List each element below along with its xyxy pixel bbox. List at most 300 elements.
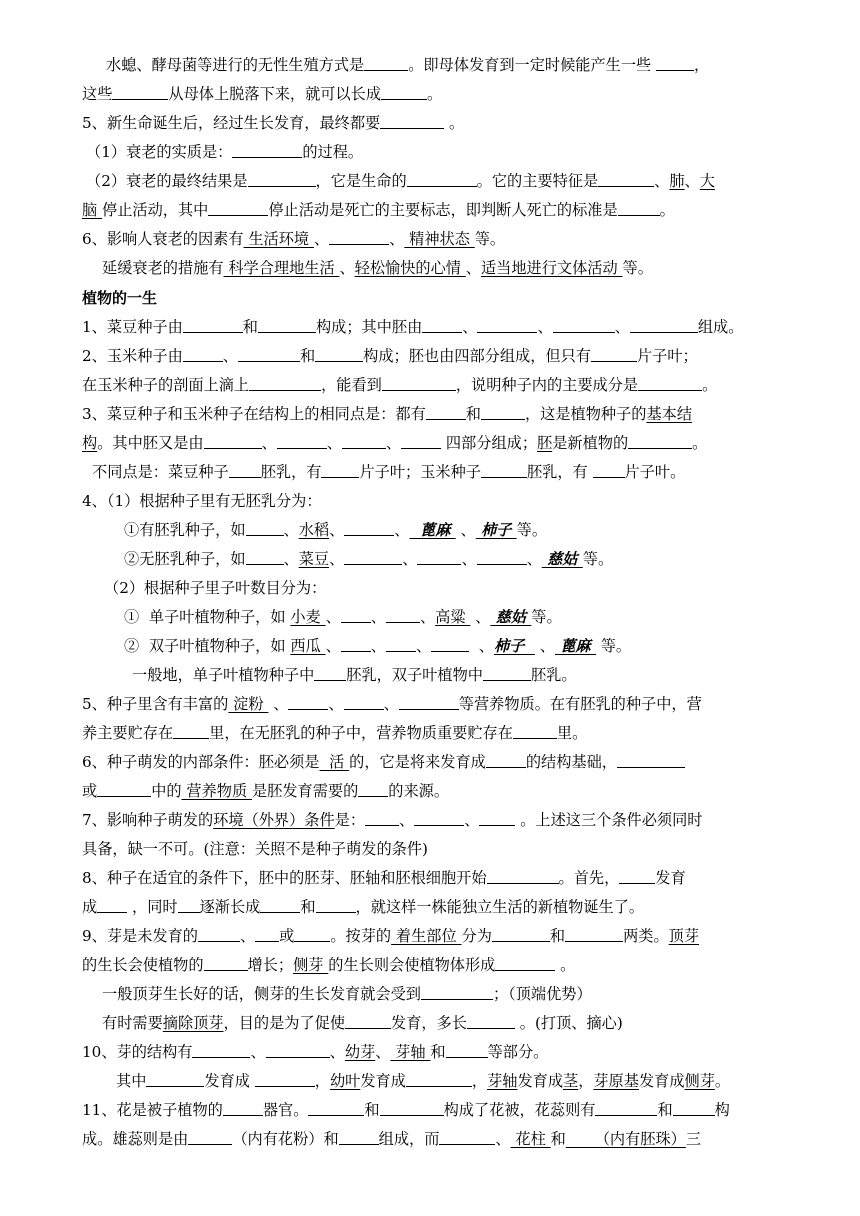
underlined-answer: 小麦 (290, 608, 326, 626)
text-segment: 、 (469, 637, 494, 655)
text-segment: （2）根据种子里子叶数目分为： (104, 579, 327, 597)
text-segment: 、 (283, 521, 299, 539)
text-segment: 。 (659, 201, 675, 219)
text-segment: 和 (465, 405, 481, 423)
text-segment: 、 (375, 1043, 391, 1061)
fill-in-blank (146, 1069, 204, 1087)
text-segment: 一般顶芽生长好的话，侧芽的生长发育就会受到 (102, 985, 421, 1003)
underlined-answer: 幼叶 (329, 1072, 361, 1090)
text-segment: 两类。 (623, 927, 669, 945)
text-segment: 等部分。 (487, 1043, 549, 1061)
text-segment: 构成；其中胚由 (315, 318, 423, 336)
text-segment: 胚乳，有 (526, 463, 593, 481)
text-segment: 8、种子在适宜的条件下，胚中的胚芽、胚轴和胚根细胞开始 (82, 869, 487, 887)
underlined-answer: 构 (82, 434, 98, 452)
fill-in-blank (204, 431, 262, 449)
fill-in-blank (477, 547, 527, 565)
underlined-answer: 茎 (563, 1072, 579, 1090)
fill-in-blank (386, 605, 420, 623)
fill-in-blank (417, 547, 461, 565)
text-segment: 、 (537, 318, 553, 336)
text-line (132, 662, 577, 688)
fill-in-blank (198, 924, 240, 942)
text-segment: 水螅、酵母菌等进行的无性生殖方式是 (106, 56, 365, 74)
text-segment: ②无胚乳种子，如 (124, 550, 246, 568)
text-segment: 和 (299, 347, 316, 365)
text-segment: ，说明种子内的主要成分是 (455, 376, 639, 394)
text-segment: 等。 (474, 230, 506, 248)
text-segment: 、 (385, 434, 402, 452)
fill-in-blank (208, 198, 268, 216)
text-line (82, 923, 699, 949)
text-segment: （内有花粉）和 (232, 1130, 339, 1148)
text-segment: 一般地，单子叶植物种子中 (132, 666, 315, 684)
fill-in-blank (481, 460, 527, 478)
text-segment: 中的 (151, 782, 182, 800)
text-segment: 片子叶；玉米种子 (359, 463, 481, 481)
text-segment: ；（顶端优势） (492, 985, 592, 1003)
text-segment: ①有胚乳种子，如 (124, 521, 246, 539)
text-segment: ， (314, 1072, 330, 1090)
underlined-answer: 活 (319, 753, 350, 771)
fill-in-blank (431, 634, 469, 652)
fill-in-blank (246, 518, 284, 536)
text-segment: 。 (555, 956, 576, 974)
fill-in-blank (248, 169, 316, 187)
underlined-answer: 花柱 (510, 1130, 551, 1148)
fill-in-blank (204, 953, 248, 971)
underlined-answer: 水稻 (298, 521, 330, 539)
underlined-answer: 芽原基 (593, 1072, 639, 1090)
text-segment: 和 (550, 1130, 566, 1148)
text-segment: 的来源。 (388, 782, 450, 800)
text-segment: 植物的一生 (82, 289, 158, 307)
fill-in-blank (192, 1040, 250, 1058)
fill-in-blank (467, 1011, 515, 1029)
text-segment: 构 (714, 1101, 730, 1119)
text-segment: 、 (402, 550, 418, 568)
fill-in-blank (266, 1040, 330, 1058)
fill-in-blank (232, 140, 302, 158)
text-segment: 、 (261, 434, 277, 452)
text-segment: ① 单子叶植物种子，如 (124, 608, 291, 626)
text-segment: ② 双子叶植物种子，如 (124, 637, 291, 655)
text-line (82, 1039, 548, 1065)
fill-in-blank (673, 1098, 715, 1116)
text-segment: 等。 (622, 259, 653, 277)
text-line (82, 343, 698, 369)
text-segment: 是胚发育需要的 (251, 782, 359, 800)
text-segment: 成 (82, 898, 98, 916)
fill-in-blank (591, 344, 637, 362)
text-segment: 是： (334, 811, 366, 829)
text-segment: ，能看到 (321, 376, 382, 394)
fill-in-blank (617, 750, 685, 768)
fill-in-blank (598, 169, 654, 187)
text-segment: 、 (325, 608, 341, 626)
text-segment: 组成，而 (378, 1130, 440, 1148)
underlined-answer: 轻松愉快的心情 (354, 259, 466, 277)
text-segment: 、 (462, 318, 478, 336)
underlined-answer: 肺 (669, 172, 685, 190)
text-segment: 、 (313, 230, 330, 248)
text-segment: 、 (370, 608, 386, 626)
fill-in-blank (258, 315, 316, 333)
fill-in-blank (255, 924, 279, 942)
text-segment: 等。 (531, 608, 562, 626)
text-segment: 的过程。 (302, 143, 364, 161)
text-line (102, 981, 592, 1007)
text-segment: 分为 (461, 927, 492, 945)
fill-in-blank (341, 605, 371, 623)
text-line (86, 168, 715, 194)
text-segment: 发育，多长 (391, 1014, 467, 1032)
text-segment: 或 (82, 782, 98, 800)
fill-in-blank (382, 373, 456, 391)
text-segment: 片子叶； (636, 347, 698, 365)
text-segment: 发育成 (204, 1072, 255, 1090)
fill-in-blank (339, 1127, 379, 1145)
text-segment: 、 (470, 608, 491, 626)
text-segment: 的生长会使植物的 (82, 956, 204, 974)
text-segment: 和 (364, 1101, 380, 1119)
fill-in-blank (345, 1011, 391, 1029)
fill-in-blank (364, 53, 408, 71)
text-segment: 。按芽的 (330, 927, 392, 945)
fill-in-blank (513, 721, 557, 739)
text-line (124, 604, 562, 630)
fill-in-blank (255, 1069, 315, 1087)
underlined-answer: 西瓜 (290, 637, 326, 655)
text-segment: 、 (394, 521, 410, 539)
fill-in-blank (246, 547, 284, 565)
text-line (102, 255, 653, 281)
fill-in-blank (656, 53, 694, 71)
fill-in-blank (238, 344, 300, 362)
fill-in-blank (553, 315, 615, 333)
fill-in-blank (407, 169, 477, 187)
text-segment: 、 (526, 550, 542, 568)
text-segment: ，就这样一株能独立生活的新植物诞生了。 (355, 898, 645, 916)
fill-in-blank (593, 460, 625, 478)
fill-in-blank (439, 1127, 495, 1145)
underlined-answer: 摘除顶芽 (162, 1014, 224, 1032)
fill-in-blank (315, 344, 363, 362)
text-segment: 、 (455, 521, 476, 539)
text-line (82, 807, 703, 833)
text-segment: 。其中胚又是由 (97, 434, 204, 452)
text-line (106, 52, 709, 78)
underlined-answer: 环境（外界）条件 (213, 811, 335, 829)
text-segment: 。 (702, 376, 718, 394)
text-segment: 10、芽的结构有 (82, 1043, 193, 1061)
text-segment: 。 (444, 114, 465, 132)
text-segment: 构成；胚也由四部分组成，但只有 (363, 347, 591, 365)
fill-in-blank (619, 866, 655, 884)
text-segment: 、 (383, 695, 399, 713)
text-segment: 、 (370, 637, 386, 655)
text-segment: 的，它是将来发育成 (349, 753, 486, 771)
text-segment: 、 (465, 259, 481, 277)
text-line (104, 575, 326, 601)
text-segment: 、 (329, 550, 345, 568)
underlined-answer: 侧芽 (684, 1072, 715, 1090)
fill-in-blank (277, 431, 327, 449)
text-segment: 不同点是：菜豆种子 (92, 463, 229, 481)
text-segment: 、 (328, 695, 344, 713)
fill-in-blank (173, 721, 209, 739)
fill-in-blank (386, 634, 416, 652)
text-segment: ， (578, 1072, 594, 1090)
text-segment: 养主要贮存在 (82, 724, 174, 742)
text-segment: 逐渐长成 (199, 898, 261, 916)
text-segment: 成。雄蕊则是由 (82, 1130, 189, 1148)
text-segment: 5、种子里含有丰富的 (82, 695, 229, 713)
fill-in-blank (495, 953, 555, 971)
fill-in-blank (487, 866, 559, 884)
text-segment: 6、影响人衰老的因素有 (82, 230, 244, 248)
text-line (82, 720, 587, 746)
text-segment: 有时需要 (102, 1014, 163, 1032)
underlined-answer: 脑 (82, 201, 103, 219)
underlined-answer: 着生部位 (391, 927, 462, 945)
text-segment: 的结构基础， (525, 753, 617, 771)
fill-in-blank (401, 431, 441, 449)
fill-in-blank (426, 402, 466, 420)
text-segment: 、 (326, 434, 342, 452)
fill-in-blank (188, 1127, 232, 1145)
text-segment: 和 (549, 927, 566, 945)
fill-in-blank (422, 315, 462, 333)
fill-in-blank (414, 808, 464, 826)
underlined-answer: 幼芽 (344, 1043, 376, 1061)
text-segment: 四部分组成； (441, 434, 538, 452)
underlined-answer: 侧芽 (293, 956, 329, 974)
text-segment: 其中 (116, 1072, 147, 1090)
text-line (82, 314, 743, 340)
text-segment: 、 (329, 1043, 345, 1061)
fill-in-blank (341, 634, 371, 652)
text-segment: ，目的是为了促使 (223, 1014, 345, 1032)
text-segment: 、 (283, 550, 299, 568)
fill-in-blank (483, 663, 531, 681)
text-segment: 发育成 (517, 1072, 564, 1090)
text-segment: 发育 (655, 869, 686, 887)
fill-in-blank (321, 460, 359, 478)
text-line (82, 401, 692, 427)
text-line (82, 1097, 730, 1123)
fill-in-blank (178, 895, 200, 913)
text-segment: 等营养物质。在有胚乳的种子中，营 (458, 695, 702, 713)
fill-in-blank (628, 431, 692, 449)
fill-in-blank (223, 1098, 263, 1116)
fill-in-blank (618, 198, 660, 216)
underlined-italic-answer: 慈姑 (490, 608, 532, 626)
text-segment: 器官。 (262, 1101, 309, 1119)
fill-in-blank (183, 315, 243, 333)
text-segment: 。 (714, 1072, 731, 1090)
text-line (82, 1126, 701, 1152)
text-line (82, 865, 686, 891)
underlined-italic-answer: 柿子 (493, 637, 535, 655)
underlined-answer: 科学合理地生活 (223, 259, 340, 277)
text-segment: 、 (389, 230, 405, 248)
underlined-answer: 基本结 (646, 405, 693, 423)
underlined-answer: 精神状态 (404, 230, 475, 248)
text-line (82, 894, 644, 920)
underlined-answer: 营养物质 (181, 782, 252, 800)
text-segment: 胚乳，双子叶植物中 (346, 666, 483, 684)
text-segment: 、 (399, 811, 415, 829)
fill-in-blank (381, 82, 427, 100)
text-line (86, 139, 363, 165)
text-segment: 、 (329, 521, 345, 539)
fill-in-blank (477, 315, 537, 333)
text-segment: ， (694, 56, 710, 74)
fill-in-blank (380, 111, 444, 129)
fill-in-blank (380, 1098, 444, 1116)
text-line (82, 749, 685, 775)
text-segment: 片子叶。 (624, 463, 686, 481)
underlined-answer: 生活环境 (243, 230, 314, 248)
underlined-answer: 菜豆 (298, 550, 330, 568)
text-segment: 三 (685, 1130, 702, 1148)
fill-in-blank (183, 344, 223, 362)
text-segment: 等。 (595, 637, 632, 655)
text-line (92, 459, 685, 485)
text-segment: 等。 (516, 521, 548, 539)
text-segment: 、 (684, 172, 700, 190)
text-segment: 、 (495, 1130, 511, 1148)
fill-in-blank (329, 227, 389, 245)
text-line (82, 81, 442, 107)
text-segment: 、 (614, 318, 630, 336)
text-segment: 停止活动，其中 (102, 201, 209, 219)
text-line (82, 778, 449, 804)
text-segment: 、 (654, 172, 670, 190)
text-line (82, 372, 717, 398)
fill-in-blank (344, 547, 402, 565)
text-line (82, 836, 428, 862)
fill-in-blank (260, 895, 300, 913)
text-segment: 。(打顶、摘心) (514, 1014, 623, 1032)
fill-in-blank (344, 692, 384, 710)
text-segment: 、 (419, 608, 436, 626)
text-segment: 胚乳。 (530, 666, 577, 684)
text-segment: 组成。 (697, 318, 744, 336)
text-segment: 在玉米种子的剖面上滴上 (82, 376, 250, 394)
text-segment: 、 (415, 637, 432, 655)
text-segment: 。 (427, 85, 443, 103)
fill-in-blank (446, 1040, 488, 1058)
text-segment: 构成了花被，花蕊则有 (443, 1101, 596, 1119)
fill-in-blank (97, 895, 127, 913)
text-segment: 。上述这三个条件必须同时 (515, 811, 703, 829)
fill-in-blank (479, 808, 515, 826)
text-segment: 1、菜豆种子由 (82, 318, 183, 336)
text-line (124, 546, 613, 572)
underlined-answer: 淀粉 (228, 695, 269, 713)
underlined-answer: 芽轴 (487, 1072, 518, 1090)
fill-in-blank (308, 1098, 364, 1116)
fill-in-blank (294, 924, 330, 942)
fill-in-blank (342, 431, 386, 449)
text-line (82, 691, 702, 717)
text-segment: 。 (692, 434, 708, 452)
text-segment: 具备，缺一不可。(注意：关照不是种子萌发的条件) (82, 840, 428, 858)
text-segment: 和 (300, 898, 316, 916)
text-segment: 7、影响种子萌发的 (82, 811, 214, 829)
fill-in-blank (365, 808, 399, 826)
text-segment: 11、花是被子植物的 (82, 1101, 223, 1119)
underlined-italic-answer: 慈姑 (541, 550, 583, 568)
text-segment: （1）衰老的实质是： (86, 143, 233, 161)
text-segment: 2、玉米种子由 (82, 347, 183, 365)
text-segment: 和 (242, 318, 258, 336)
text-segment: 里，在无胚乳的种子中，营养物质重要贮存在 (209, 724, 513, 742)
text-segment: 、 (325, 637, 341, 655)
text-segment: 和 (657, 1101, 673, 1119)
text-segment: 3、菜豆种子和玉米种子在结构上的相同点是：都有 (82, 405, 426, 423)
fill-in-blank (249, 373, 321, 391)
text-segment: 。首先， (558, 869, 620, 887)
text-line (82, 110, 464, 136)
text-segment: 延缓衰老的措施有 (102, 259, 224, 277)
text-segment: 里。 (556, 724, 588, 742)
text-segment: 等。 (582, 550, 614, 568)
text-segment: 9、芽是未发育的 (82, 927, 198, 945)
underlined-answer: （内有胚珠） (565, 1130, 686, 1148)
text-segment: 、 (239, 927, 256, 945)
fill-in-blank (492, 924, 550, 942)
underlined-answer: 适当地进行文体活动 (480, 259, 623, 277)
text-line (82, 226, 505, 252)
fill-in-blank (314, 663, 346, 681)
text-segment: （2）衰老的最终结果是 (86, 172, 248, 190)
text-segment: ， (471, 1072, 488, 1090)
text-segment: 停止活动是死亡的主要标志，即判断人死亡的标准是 (268, 201, 618, 219)
underlined-answer: 胚 (537, 434, 553, 452)
text-segment: 发育成 (638, 1072, 685, 1090)
fill-in-blank (358, 779, 388, 797)
text-segment: 。即母体发育到一定时候能产生一些 (408, 56, 657, 74)
text-segment: 和 (430, 1043, 446, 1061)
text-line (124, 633, 631, 659)
fill-in-blank (481, 402, 525, 420)
text-segment: ，它是生命的 (315, 172, 407, 190)
text-segment: 或 (279, 927, 295, 945)
fill-in-blank (344, 518, 394, 536)
fill-in-blank (399, 692, 459, 710)
text-segment: 、 (461, 550, 477, 568)
underlined-italic-answer: 蓖麻 (409, 521, 456, 539)
text-segment: 、 (464, 811, 480, 829)
text-line (82, 197, 675, 223)
text-segment: 。它的主要特征是 (476, 172, 599, 190)
text-segment: 、 (268, 695, 289, 713)
text-segment: 、 (534, 637, 555, 655)
text-segment: 是新植物的 (552, 434, 629, 452)
text-segment: 、 (339, 259, 355, 277)
fill-in-blank (229, 460, 261, 478)
fill-in-blank (316, 895, 356, 913)
text-segment: 5、新生命诞生后，经过生长发育，最终都要 (82, 114, 381, 132)
fill-in-blank (638, 373, 702, 391)
fill-in-blank (486, 750, 526, 768)
underlined-answer: 顶芽 (668, 927, 700, 945)
text-segment: 胚乳，有 (260, 463, 322, 481)
fill-in-blank (565, 924, 623, 942)
